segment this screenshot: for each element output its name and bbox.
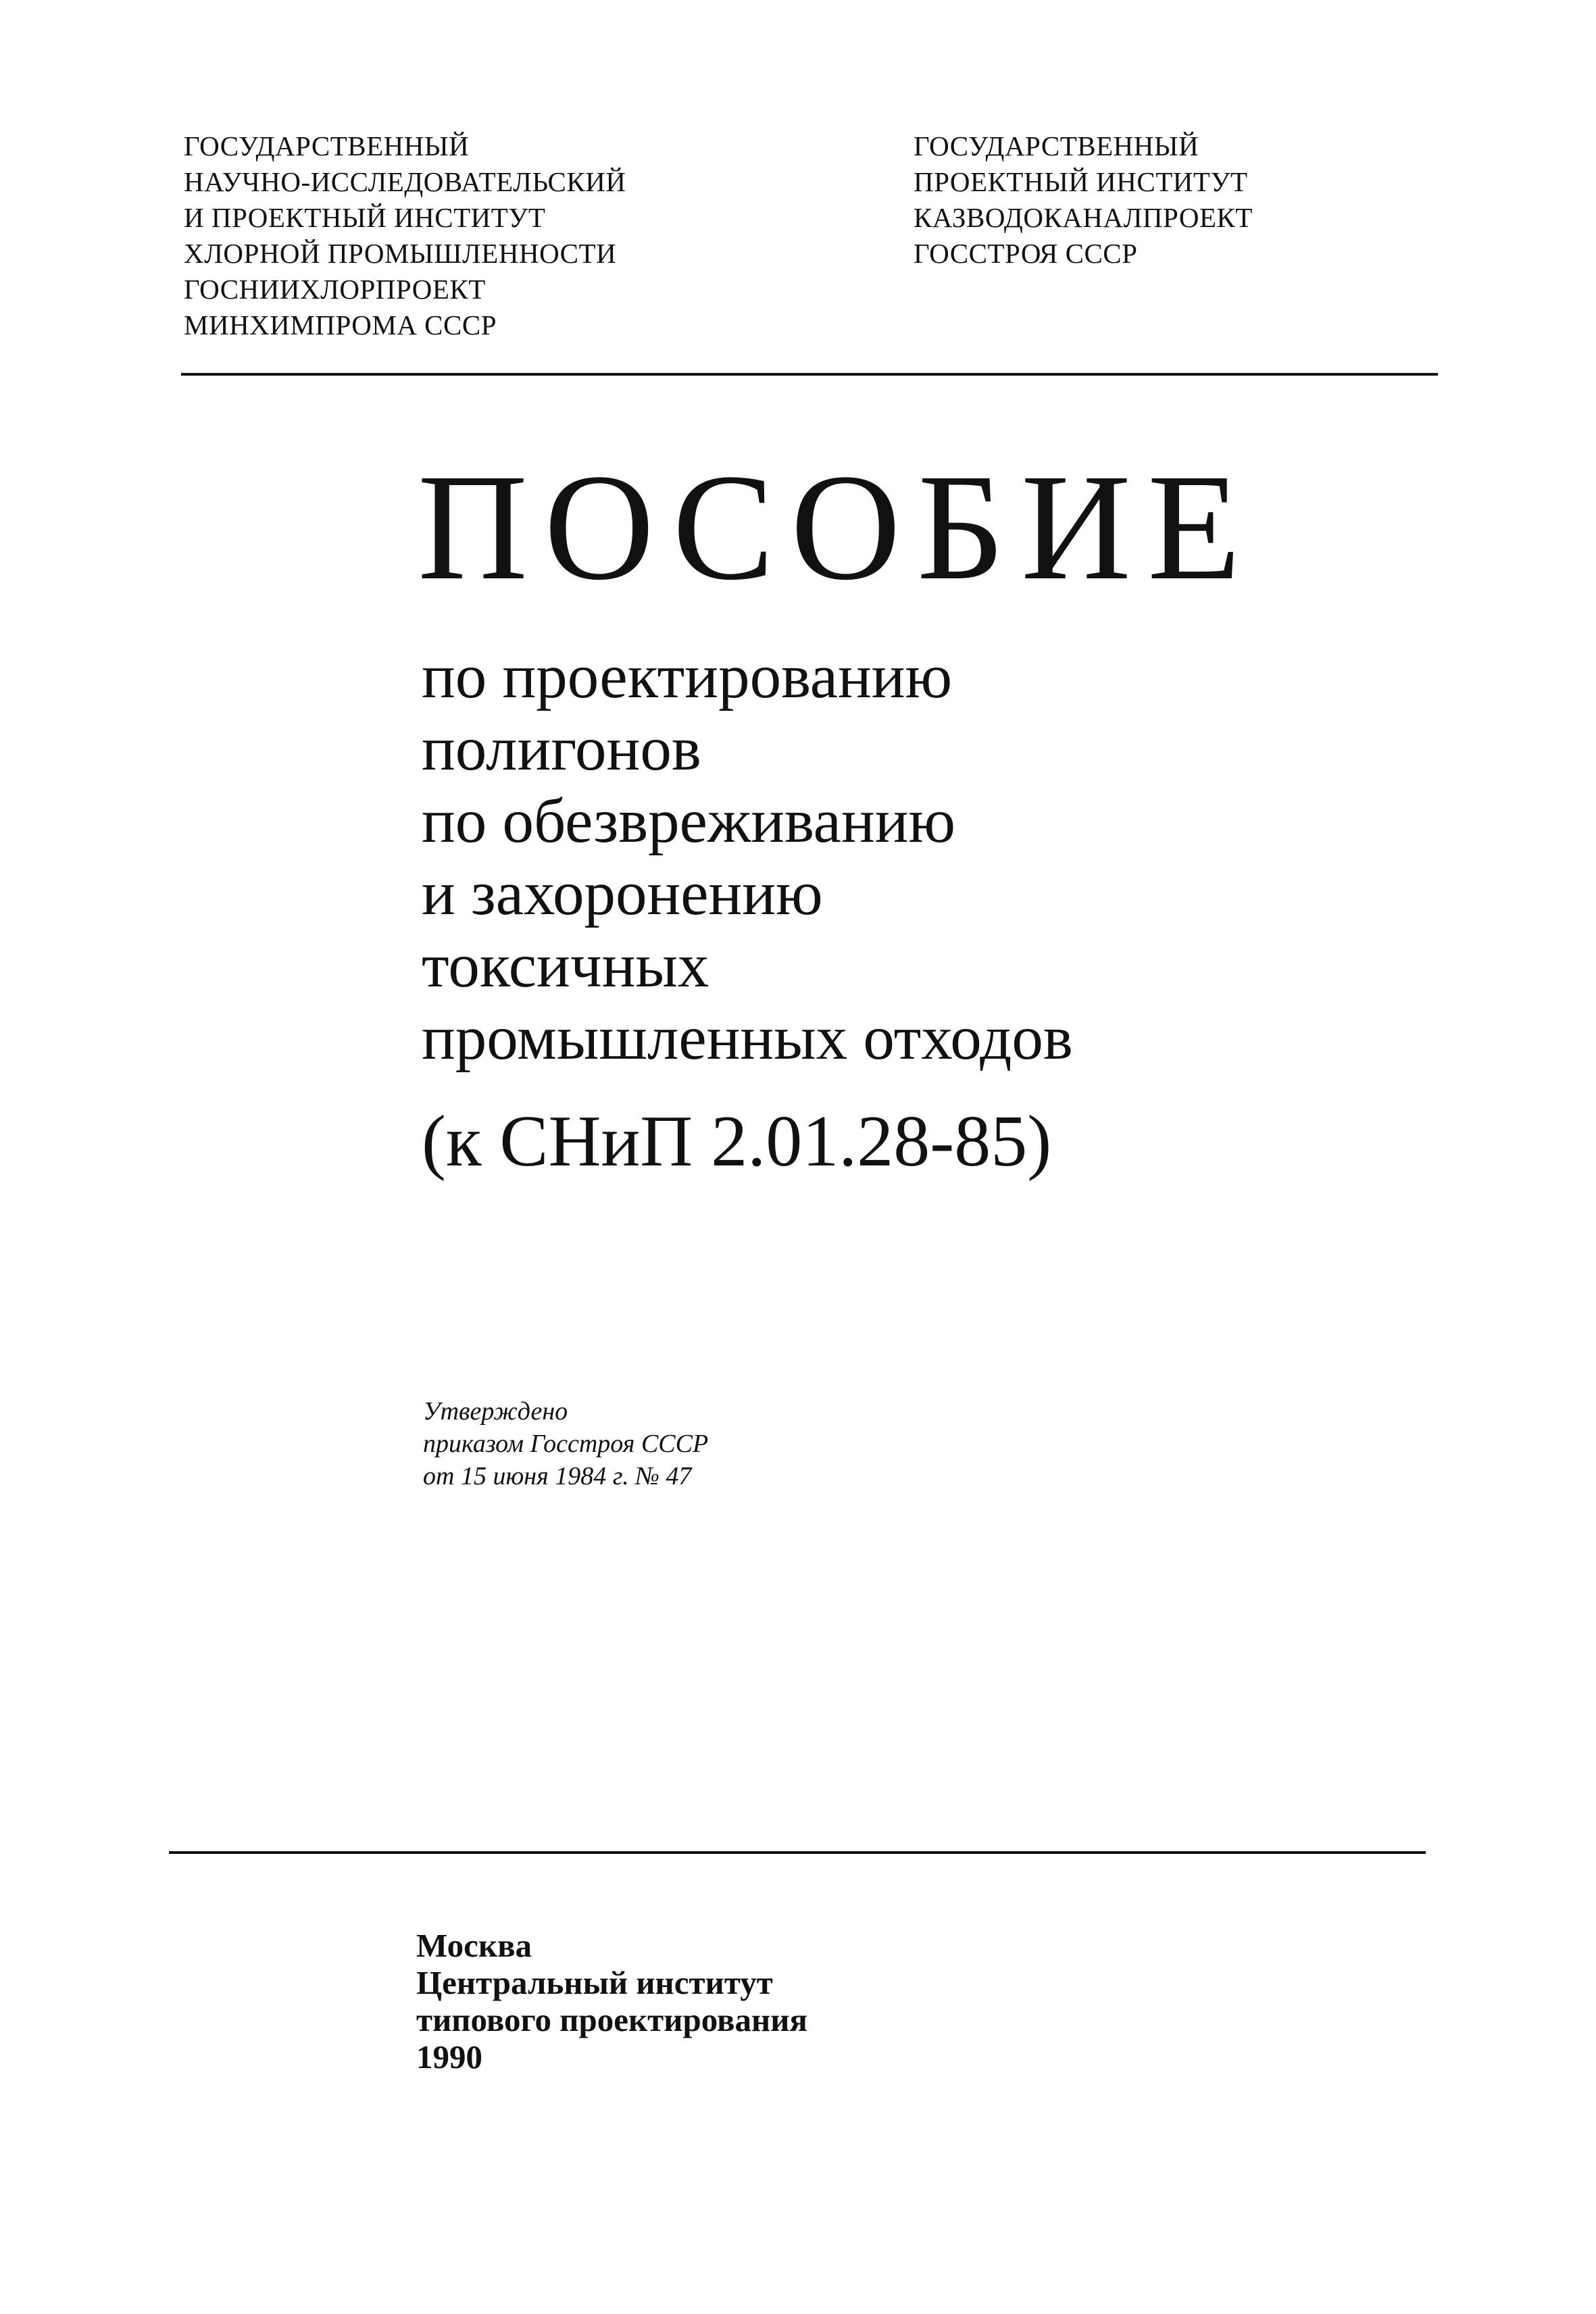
right-org-line: ГОСУДАРСТВЕННЫЙ: [914, 130, 1199, 161]
subtitle-line: токсичных: [422, 931, 709, 1001]
approval-line: приказом Госстроя СССР: [423, 1430, 709, 1458]
imprint-publisher-line: Центральный институт: [416, 1964, 773, 2001]
approval-note: [423, 1395, 708, 1492]
top-divider: [181, 373, 1438, 376]
imprint-city: Москва: [416, 1927, 532, 1964]
approval-line: от 15 июня 1984 г. № 47: [423, 1462, 692, 1490]
bottom-divider: [169, 1851, 1426, 1854]
left-org-line: ГОСНИИХЛОРПРОЕКТ: [184, 274, 486, 305]
left-org-line: ХЛОРНОЙ ПРОМЫШЛЕННОСТИ: [184, 238, 617, 269]
right-organization-block: [914, 128, 1253, 272]
approval-line: Утверждено: [423, 1397, 568, 1426]
subtitle-line: и захоронению: [422, 859, 823, 928]
left-org-line: НАУЧНО-ИССЛЕДОВАТЕЛЬСКИЙ: [184, 166, 626, 197]
subtitle-line: по проектированию: [422, 642, 953, 711]
main-title: ПОСОБИЕ: [418, 443, 1257, 611]
subtitle-block: [422, 640, 1073, 1074]
subtitle-line: по обезвреживанию: [422, 786, 955, 856]
standard-reference: (к СНиП 2.01.28-85): [422, 1101, 1052, 1182]
imprint-publisher-line: типового проектирования: [416, 2001, 807, 2038]
left-organization-block: [184, 128, 626, 343]
right-org-line: ГОССТРОЯ СССР: [914, 238, 1138, 269]
imprint-year: 1990: [416, 2038, 482, 2076]
left-org-line: И ПРОЕКТНЫЙ ИНСТИТУТ: [184, 202, 546, 233]
left-org-line: МИНХИМПРОМА СССР: [184, 309, 497, 341]
left-org-line: ГОСУДАРСТВЕННЫЙ: [184, 130, 470, 161]
publisher-imprint: [416, 1927, 807, 2076]
subtitle-line: полигонов: [422, 714, 701, 784]
subtitle-line: промышленных отходов: [422, 1003, 1073, 1073]
right-org-line: ПРОЕКТНЫЙ ИНСТИТУТ: [914, 166, 1248, 197]
right-org-line: КАЗВОДОКАНАЛПРОЕКТ: [914, 202, 1253, 233]
